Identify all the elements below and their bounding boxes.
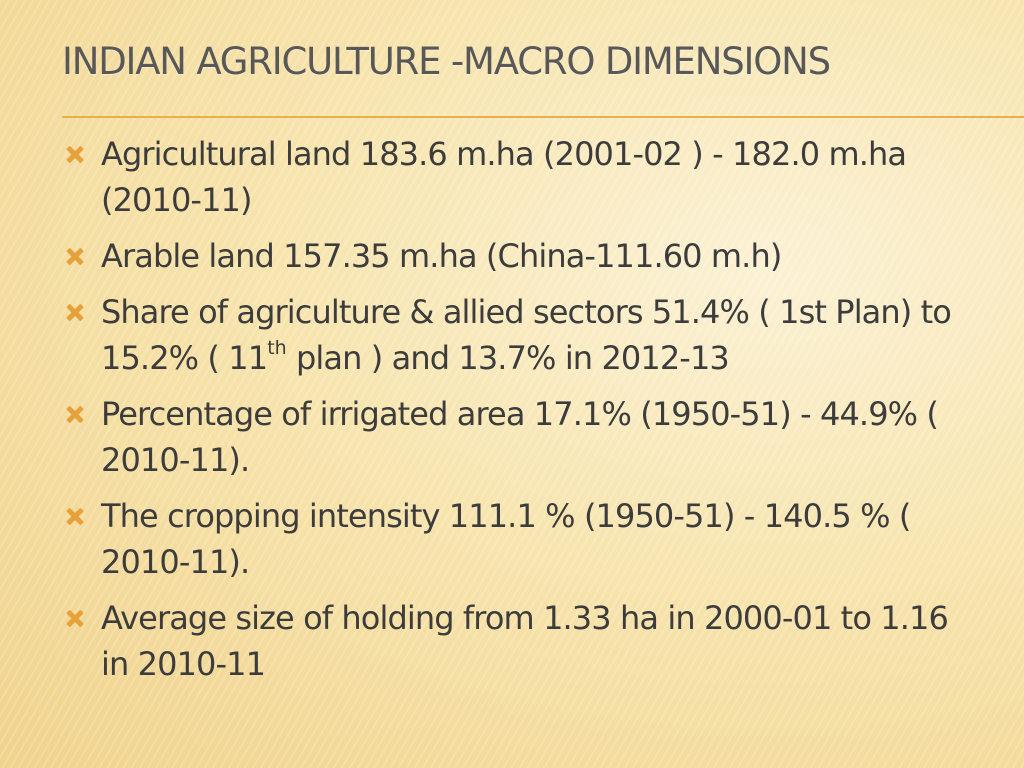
slide-title: INDIAN AGRICULTURE -MACRO DIMENSIONS [62, 40, 830, 83]
bullet-item [62, 391, 962, 483]
bullet-item [62, 493, 962, 585]
x-mark-icon [64, 607, 86, 629]
x-mark-icon [64, 245, 86, 267]
bullet-text: Agricultural land 183.6 m.ha (2001-02 ) - 182.0 m.ha (2010-11) [101, 135, 907, 219]
bullet-text: Average size of holding from 1.33 ha in 2000-01 to 1.16 in 2010-11 [101, 599, 948, 683]
title-underline [62, 116, 1024, 118]
bullet-list [62, 131, 962, 697]
x-mark-icon [64, 403, 86, 425]
x-mark-icon [64, 301, 86, 323]
bullet-text: Arable land 157.35 m.ha (China-111.60 m.h) [101, 237, 782, 275]
x-mark-icon [64, 505, 86, 527]
bullet-item [62, 289, 962, 381]
bullet-item [62, 595, 962, 687]
bullet-text-part: plan ) and 13.7% in 2012-13 [286, 339, 729, 377]
bullet-item [62, 131, 962, 223]
bullet-text-part: Share of agriculture & allied sectors 51.4% ( 1st Plan) to 15.2% ( 11 [101, 293, 951, 377]
x-mark-icon [64, 143, 86, 165]
bullet-text: Percentage of irrigated area 17.1% (1950-51) - 44.9% ( 2010-11). [101, 395, 939, 479]
bullet-text: The cropping intensity 111.1 % (1950-51) - 140.5 % ( 2010-11). [101, 497, 911, 581]
bullet-item [62, 233, 962, 279]
ordinal-superscript: th [267, 337, 287, 360]
